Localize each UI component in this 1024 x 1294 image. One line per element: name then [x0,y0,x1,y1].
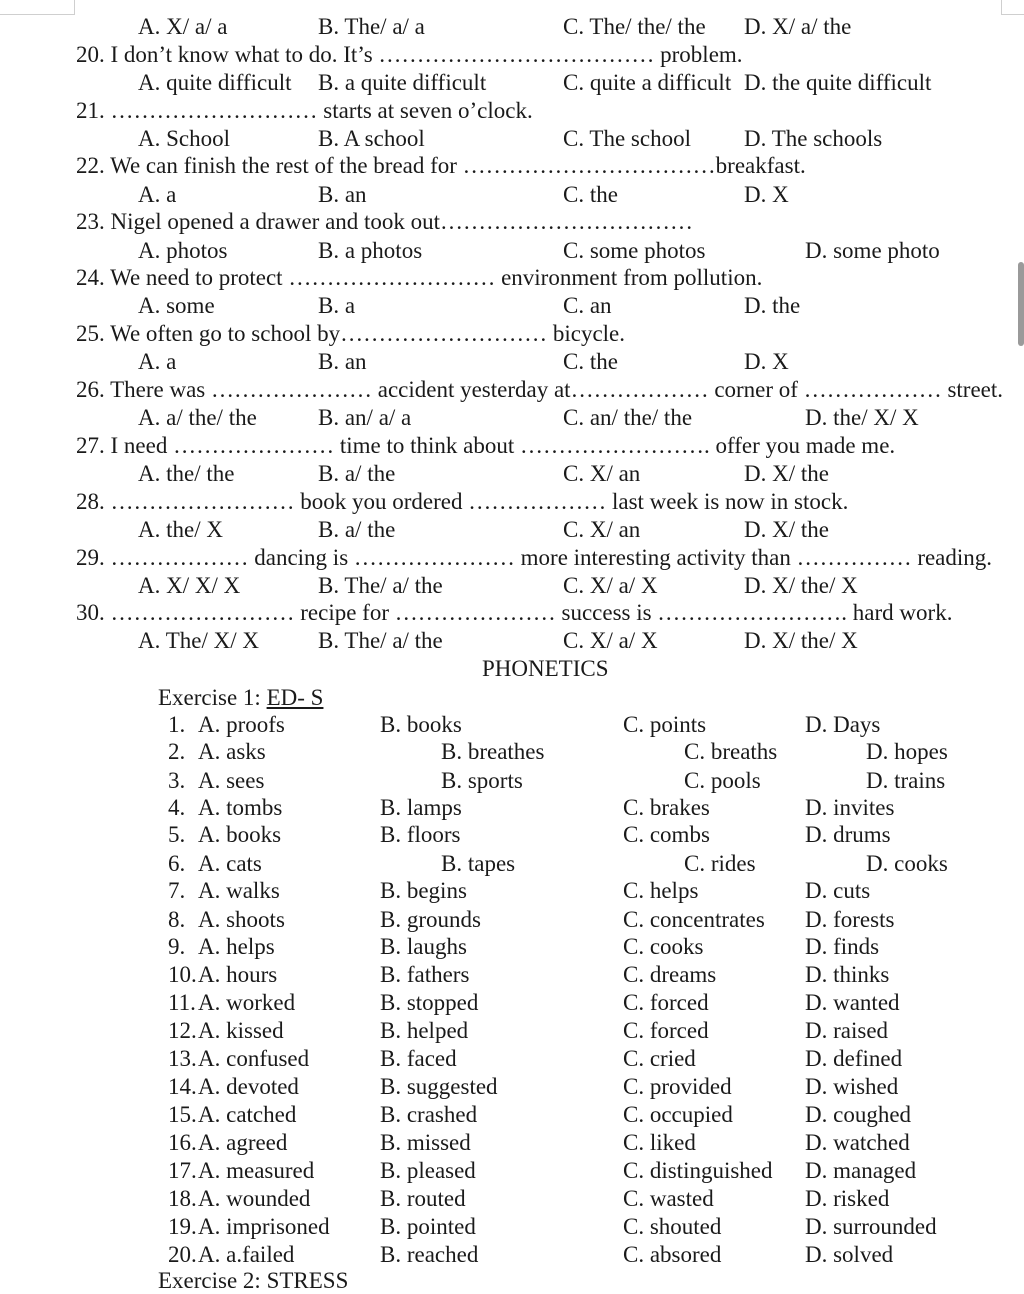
option-d: D. X [744,349,789,374]
option-a: A. a [138,182,177,207]
option-c: C. forced [623,1018,709,1043]
option-b: B. floors [380,822,461,847]
option-b: B. helped [380,1018,469,1043]
question-stem: 25. We often go to school by……………………… bicycle. [76,321,626,346]
option-c: C. liked [623,1130,696,1155]
option-c: C. dreams [623,962,717,987]
option-b: B. The/ a/ the [318,628,443,653]
option-a: A. shoots [198,907,285,932]
option-d: D. X/ the/ X [744,628,858,653]
option-a: A. photos [138,238,228,263]
option-a: A. catched [198,1102,297,1127]
q19-option-a: A. X/ a/ a [138,14,228,39]
option-d: D. risked [805,1186,890,1211]
option-b: B. breathes [441,739,545,764]
q19-option-b: B. The/ a/ a [318,14,425,39]
option-a: A. walks [198,878,280,903]
option-a: A. a/ the/ the [138,405,257,430]
option-a: A. the/ the [138,461,235,486]
option-d: D. wanted [805,990,900,1015]
option-a: A. the/ X [138,517,223,542]
option-b: B. stopped [380,990,479,1015]
option-c: C. wasted [623,1186,714,1211]
option-d: D. coughed [805,1102,912,1127]
option-d: D. drums [805,822,891,847]
option-a: A. a [138,349,177,374]
option-b: B. a quite difficult [318,70,487,95]
option-a: A. quite difficult [138,70,292,95]
item-number: 16. [168,1130,197,1155]
q19-option-d: D. X/ a/ the [744,14,852,39]
option-d: D. invites [805,795,895,820]
item-number: 1. [168,712,186,737]
option-b: B. pleased [380,1158,476,1183]
option-d: D. raised [805,1018,889,1043]
option-a: A. a.failed [198,1242,295,1267]
option-b: B. grounds [380,907,481,932]
option-a: A. some [138,293,215,318]
option-c: C. breaths [684,739,778,764]
item-number: 13. [168,1046,197,1071]
section-title: PHONETICS [482,656,609,681]
item-number: 14. [168,1074,197,1099]
option-c: C. the [563,349,618,374]
option-c: C. brakes [623,795,710,820]
option-c: C. points [623,712,707,737]
exercise-label: Exercise 1: [158,685,267,710]
option-a: A. hours [198,962,278,987]
option-a: A. proofs [198,712,285,737]
option-a: A. kissed [198,1018,284,1043]
option-d: D. The schools [744,126,883,151]
option-d: D. X/ the [744,461,829,486]
exercise-2-heading: Exercise 2: STRESS [158,1268,349,1293]
item-number: 3. [168,768,186,793]
option-b: B. an [318,349,367,374]
option-d: D. solved [805,1242,894,1267]
option-d: D. the [744,293,801,318]
option-a: A. books [198,822,282,847]
option-a: A. agreed [198,1130,288,1155]
option-d: D. thinks [805,962,890,987]
option-b: B. lamps [380,795,462,820]
item-number: 15. [168,1102,197,1127]
option-b: B. reached [380,1242,479,1267]
option-d: D. surrounded [805,1214,937,1239]
option-a: A. The/ X/ X [138,628,259,653]
option-c: C. X/ an [563,517,641,542]
option-b: B. an/ a/ a [318,405,412,430]
question-stem: 29. ……………… dancing is ………………… more interesting activity than …………… reading. [76,545,993,570]
option-d: D. cooks [866,851,948,876]
option-b: B. missed [380,1130,471,1155]
question-stem: 27. I need ………………… time to think about ……………………. offer you made me. [76,433,896,458]
option-c: C. an/ the/ the [563,405,693,430]
option-b: B. routed [380,1186,466,1211]
option-c: C. cried [623,1046,696,1071]
option-b: B. suggested [380,1074,498,1099]
option-c: C. shouted [623,1214,722,1239]
item-number: 11. [168,990,196,1015]
option-d: D. trains [866,768,946,793]
option-a: A. measured [198,1158,315,1183]
exercise-1-heading [158,685,323,711]
option-b: B. The/ a/ the [318,573,443,598]
option-c: C. forced [623,990,709,1015]
option-b: B. a/ the [318,461,396,486]
option-b: B. pointed [380,1214,476,1239]
option-a: A. School [138,126,230,151]
option-a: A. tombs [198,795,283,820]
item-number: 4. [168,795,186,820]
option-b: B. an [318,182,367,207]
option-d: D. the/ X/ X [805,405,919,430]
option-b: B. faced [380,1046,457,1071]
option-d: D. X/ the/ X [744,573,858,598]
scrollbar-thumb[interactable] [1018,262,1024,346]
item-number: 9. [168,934,186,959]
option-a: A. wounded [198,1186,311,1211]
option-d: D. defined [805,1046,903,1071]
option-b: B. sports [441,768,523,793]
option-b: B. laughs [380,934,467,959]
item-number: 18. [168,1186,197,1211]
option-a: A. confused [198,1046,310,1071]
item-number: 2. [168,739,186,764]
option-d: D. finds [805,934,880,959]
option-a: A. cats [198,851,262,876]
option-d: D. hopes [866,739,948,764]
question-stem: 30. …………………… recipe for ………………… success is ……………………. hard work. [76,600,953,625]
item-number: 7. [168,878,186,903]
option-c: C. X/ a/ X [563,628,658,653]
option-b: B. crashed [380,1102,478,1127]
option-a: A. imprisoned [198,1214,330,1239]
option-d: D. managed [805,1158,917,1183]
question-stem: 28. …………………… book you ordered ……………… last week is now in stock. [76,489,849,514]
option-b: B. a [318,293,356,318]
item-number: 10. [168,962,197,987]
item-number: 6. [168,851,186,876]
option-c: C. The school [563,126,691,151]
item-number: 19. [168,1214,197,1239]
option-c: C. provided [623,1074,732,1099]
option-c: C. occupied [623,1102,733,1127]
option-d: D. X [744,182,789,207]
question-stem: 24. We need to protect ……………………… environment from pollution. [76,265,763,290]
option-c: C. concentrates [623,907,765,932]
option-c: C. rides [684,851,756,876]
option-b: B. tapes [441,851,516,876]
q19-option-c: C. The/ the/ the [563,14,706,39]
page-corner-right [1001,0,1024,15]
option-c: C. X/ a/ X [563,573,658,598]
option-d: D. watched [805,1130,910,1155]
option-d: D. X/ the [744,517,829,542]
option-c: C. combs [623,822,710,847]
option-d: D. forests [805,907,895,932]
option-c: C. some photos [563,238,706,263]
exercise-topic: ED- S [266,685,324,710]
option-a: A. helps [198,934,275,959]
option-b: B. begins [380,878,467,903]
option-b: B. books [380,712,462,737]
question-stem: 21. ……………………… starts at seven o’clock. [76,98,533,123]
option-a: A. asks [198,739,266,764]
item-number: 20. [168,1242,197,1267]
option-c: C. the [563,182,618,207]
option-a: A. devoted [198,1074,299,1099]
question-stem: 20. I don’t know what to do. It’s ……………………………… problem. [76,42,743,67]
question-stem: 26. There was ………………… accident yesterday at……………… corner of ……………… street. [76,377,1004,402]
option-d: D. the quite difficult [744,70,932,95]
option-c: C. absored [623,1242,722,1267]
option-c: C. cooks [623,934,704,959]
question-stem: 23. Nigel opened a drawer and took out…………………………… [76,209,694,234]
page-corner-left [0,0,75,15]
option-c: C. an [563,293,612,318]
option-c: C. X/ an [563,461,641,486]
question-stem: 22. We can finish the rest of the bread for ……………………………breakfast. [76,153,806,178]
item-number: 5. [168,822,186,847]
option-b: B. fathers [380,962,470,987]
option-a: A. sees [198,768,265,793]
item-number: 12. [168,1018,197,1043]
option-b: B. A school [318,126,425,151]
option-d: D. wished [805,1074,899,1099]
option-c: C. pools [684,768,761,793]
option-d: D. cuts [805,878,871,903]
option-a: A. worked [198,990,296,1015]
option-d: D. some photo [805,238,940,263]
option-c: C. distinguished [623,1158,773,1183]
item-number: 17. [168,1158,197,1183]
option-c: C. quite a difficult [563,70,732,95]
option-c: C. helps [623,878,699,903]
option-b: B. a photos [318,238,423,263]
option-b: B. a/ the [318,517,396,542]
option-d: D. Days [805,712,881,737]
option-a: A. X/ X/ X [138,573,241,598]
item-number: 8. [168,907,186,932]
